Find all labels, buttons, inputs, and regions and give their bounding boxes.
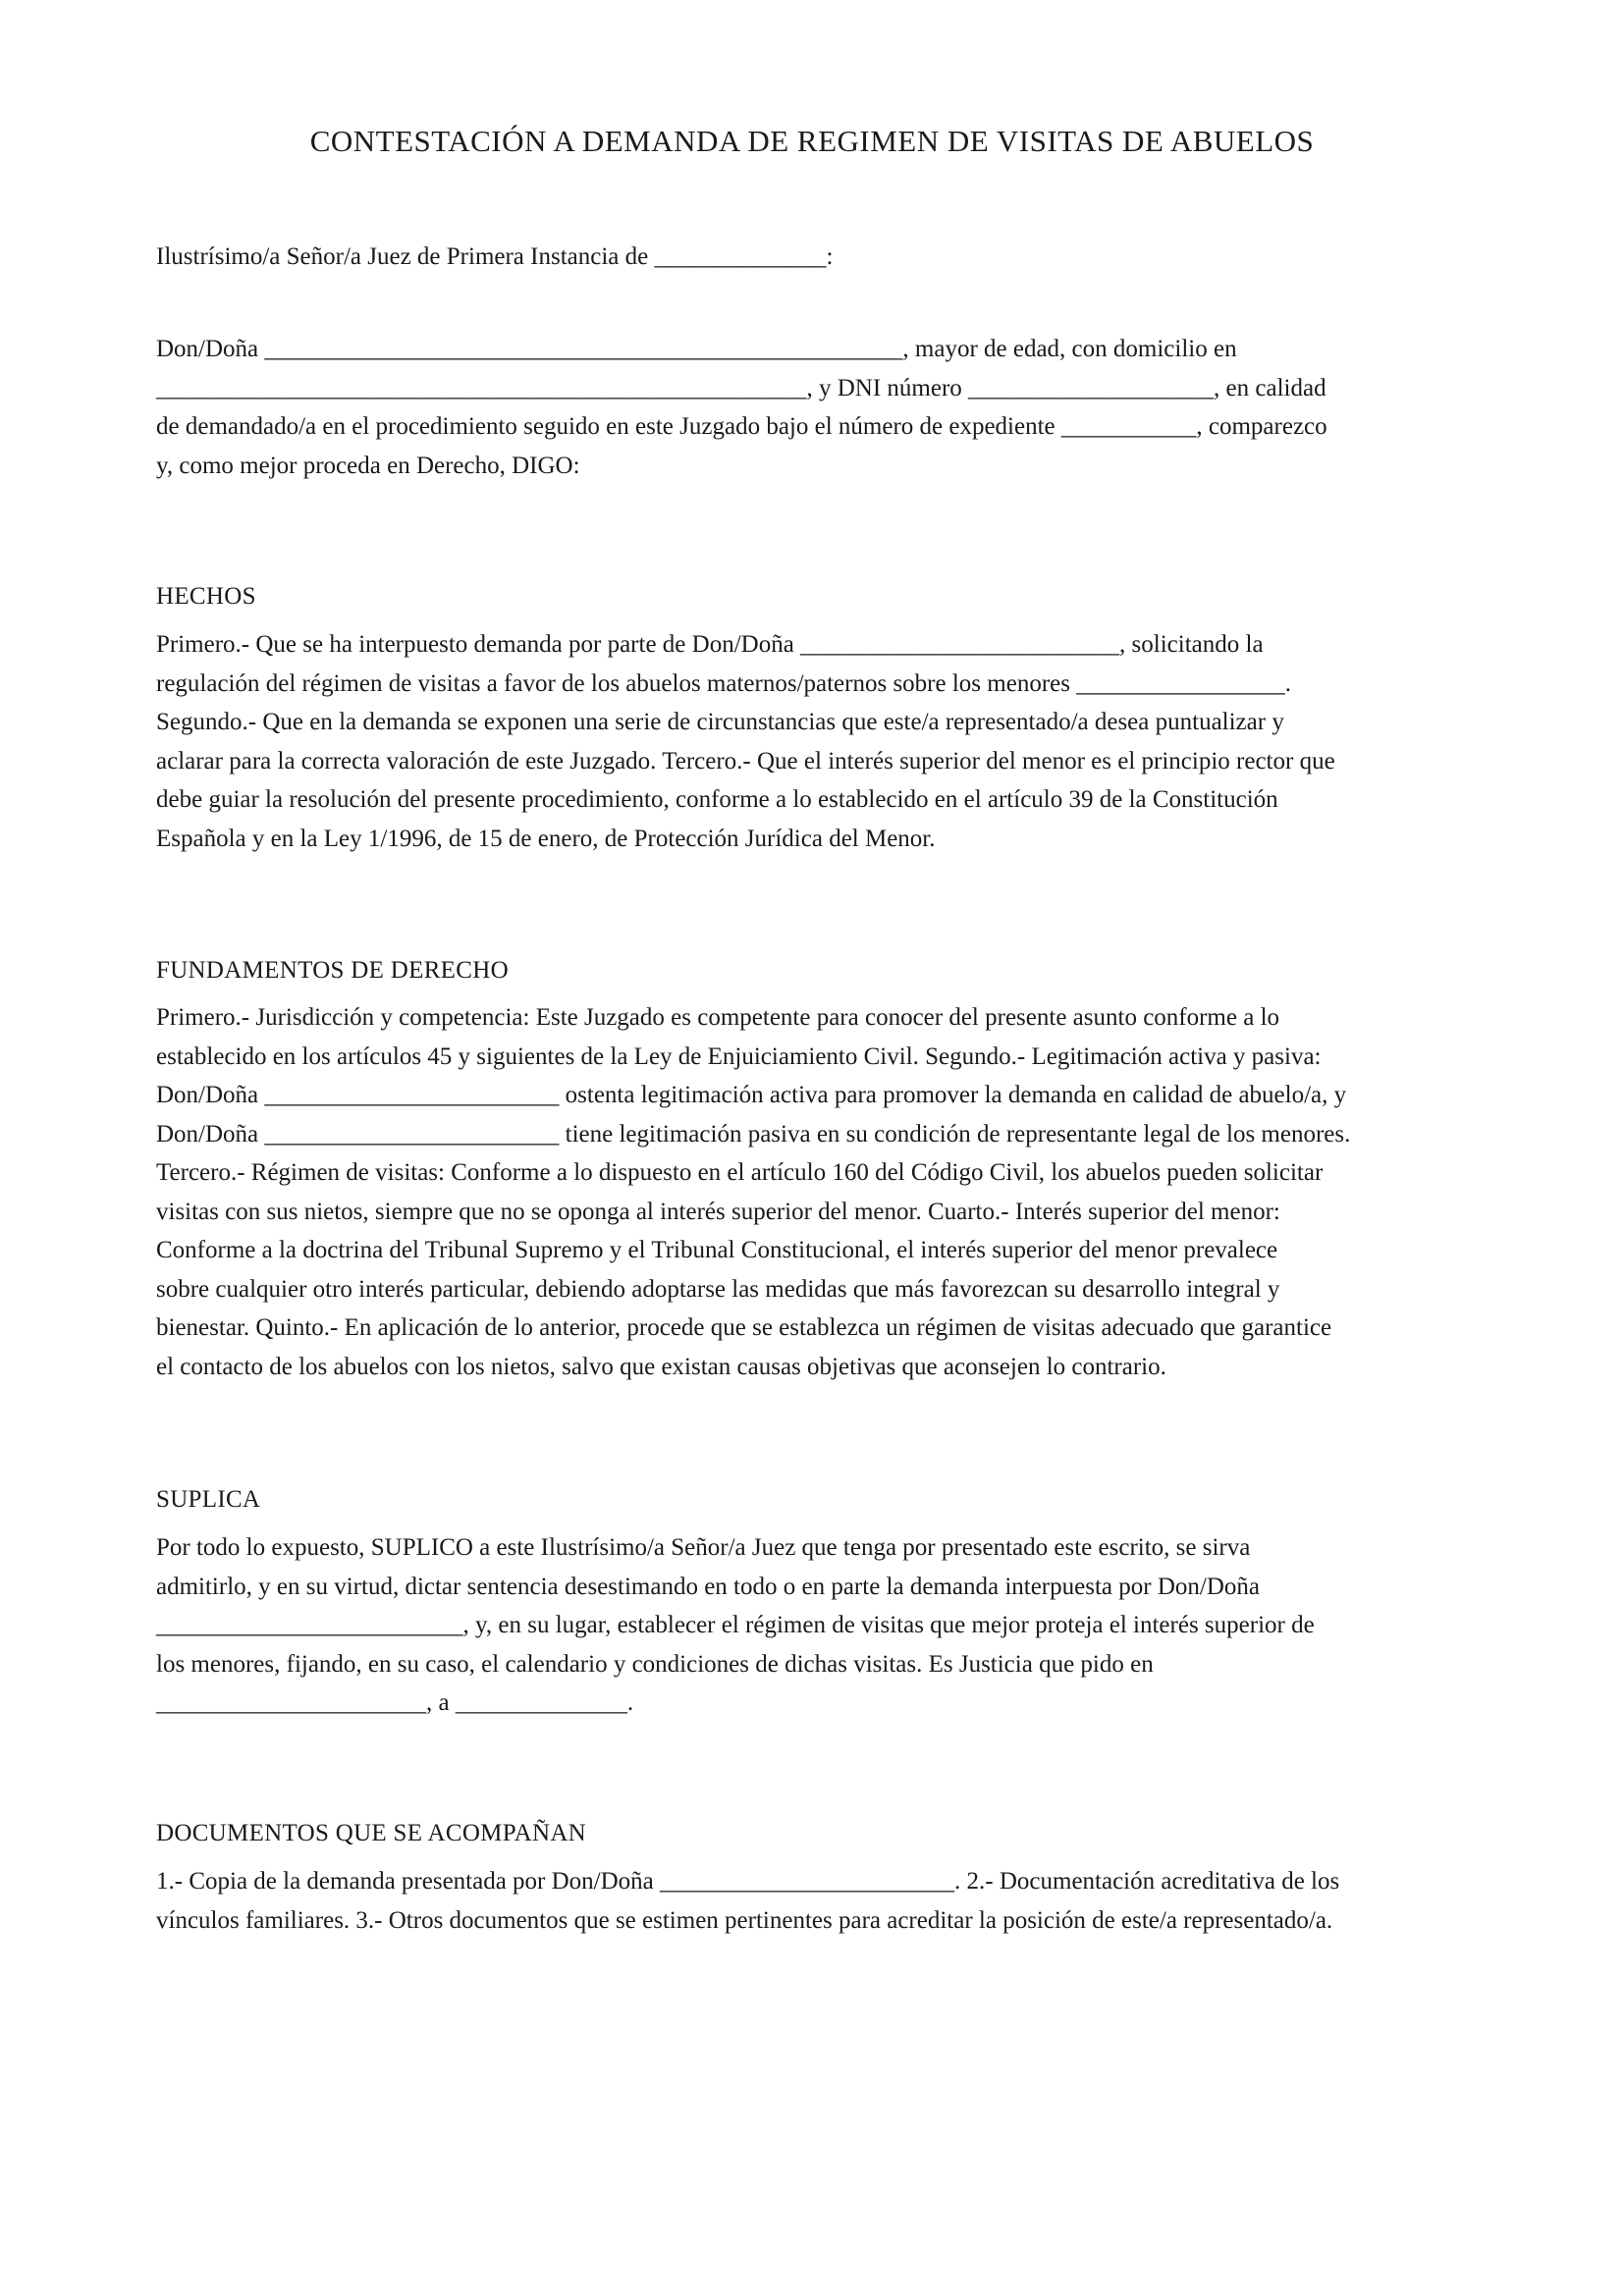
fundamentos-paragraph [156, 998, 1491, 1386]
fundamentos-line: Tercero.- Régimen de visitas: Conforme a lo dispuesto en el artículo 160 del Código Civil, los abuelos pueden solicitar [156, 1159, 1324, 1186]
intro-line: y, como mejor proceda en Derecho, DIGO: [156, 452, 580, 479]
hechos-line: Española y en la Ley 1/1996, de 15 de enero, de Protección Jurídica del Menor. [156, 825, 936, 852]
hechos-line: Primero.- Que se ha interpuesto demanda por parte de Don/Doña __________________________, solicitando la [156, 631, 1264, 658]
documentos-paragraph [156, 1862, 1491, 1940]
salutation [156, 238, 1491, 277]
salutation-text: Ilustrísimo/a Señor/a Juez de Primera Instancia de ______________: [156, 243, 834, 270]
fundamentos-line: bienestar. Quinto.- En aplicación de lo anterior, procede que se establezca un régimen de visitas adecuado que garantice [156, 1314, 1332, 1341]
hechos-line: Segundo.- Que en la demanda se exponen una serie de circunstancias que este/a representado/a desea puntualizar y [156, 709, 1284, 735]
hechos-line: aclarar para la correcta valoración de este Juzgado. Tercero.- Que el interés superior del menor es el principio rector que [156, 747, 1335, 774]
suplica-line: ______________________, a ______________. [156, 1689, 634, 1716]
suplica-line: Por todo lo expuesto, SUPLICO a este Ilustrísimo/a Señor/a Juez que tenga por presentado este escrito, se sirva [156, 1534, 1251, 1561]
suplica-line: los menores, fijando, en su caso, el calendario y condiciones de dichas visitas. Es Justicia que pido en [156, 1650, 1154, 1678]
hechos-paragraph [156, 625, 1491, 858]
suplica-paragraph [156, 1528, 1491, 1723]
fundamentos-line: establecido en los artículos 45 y siguientes de la Ley de Enjuiciamiento Civil. Segundo.- Legitimación activa y pasiva: [156, 1042, 1322, 1070]
fundamentos-line: el contacto de los abuelos con los nietos, salvo que existan causas objetivas que aconsejen lo contrario. [156, 1353, 1166, 1380]
fundamentos-line: visitas con sus nietos, siempre que no se oponga al interés superior del menor. Cuarto.- Interés superior del menor: [156, 1198, 1280, 1225]
fundamentos-line: sobre cualquier otro interés particular, debiendo adoptarse las medidas que más favorezcan su desarrollo integral y [156, 1275, 1280, 1303]
document-title: CONTESTACIÓN A DEMANDA DE REGIMEN DE VISITAS DE ABUELOS [309, 124, 1315, 158]
documentos-line: vínculos familiares. 3.- Otros documentos que se estimen pertinentes para acreditar la posición de este/a representado/a. [156, 1906, 1333, 1934]
suplica-line: _________________________, y, en su lugar, establecer el régimen de visitas que mejor proteja el interés superior de [156, 1612, 1315, 1638]
fundamentos-line: Primero.- Jurisdicción y competencia: Este Juzgado es competente para conocer del presente asunto conforme a lo [156, 1004, 1280, 1031]
hechos-line: debe guiar la resolución del presente procedimiento, conforme a lo establecido en el artículo 39 de la Constitución [156, 786, 1278, 813]
fundamentos-line: Conforme a la doctrina del Tribunal Supremo y el Tribunal Constitucional, el interés superior del menor prevalece [156, 1237, 1278, 1263]
fundamentos-heading: FUNDAMENTOS DE DERECHO [156, 957, 509, 984]
hechos-heading: HECHOS [156, 583, 256, 610]
intro-line: _____________________________________________________, y DNI número ____________________, en calidad [156, 374, 1326, 401]
intro-line: Don/Doña ____________________________________________________, mayor de edad, con domicilio en [156, 336, 1237, 362]
documentos-heading: DOCUMENTOS QUE SE ACOMPAÑAN [156, 1820, 587, 1846]
hechos-line: regulación del régimen de visitas a favor de los abuelos maternos/paternos sobre los menores _________________. [156, 669, 1291, 697]
fundamentos-line: Don/Doña ________________________ tiene legitimación pasiva en su condición de representante legal de los menores. [156, 1120, 1351, 1148]
suplica-line: admitirlo, y en su virtud, dictar sentencia desestimando en todo o en parte la demanda interpuesta por Don/Doña [156, 1573, 1260, 1600]
intro-line: de demandado/a en el procedimiento seguido en este Juzgado bajo el número de expediente ___________, comparezco [156, 413, 1327, 440]
documentos-line: 1.- Copia de la demanda presentada por Don/Doña ________________________. 2.- Documentación acreditativa de los [156, 1868, 1340, 1895]
suplica-heading: SUPLICA [156, 1486, 261, 1513]
fundamentos-line: Don/Doña ________________________ ostenta legitimación activa para promover la demanda en calidad de abuelo/a, y [156, 1082, 1347, 1108]
intro-paragraph [156, 330, 1491, 485]
